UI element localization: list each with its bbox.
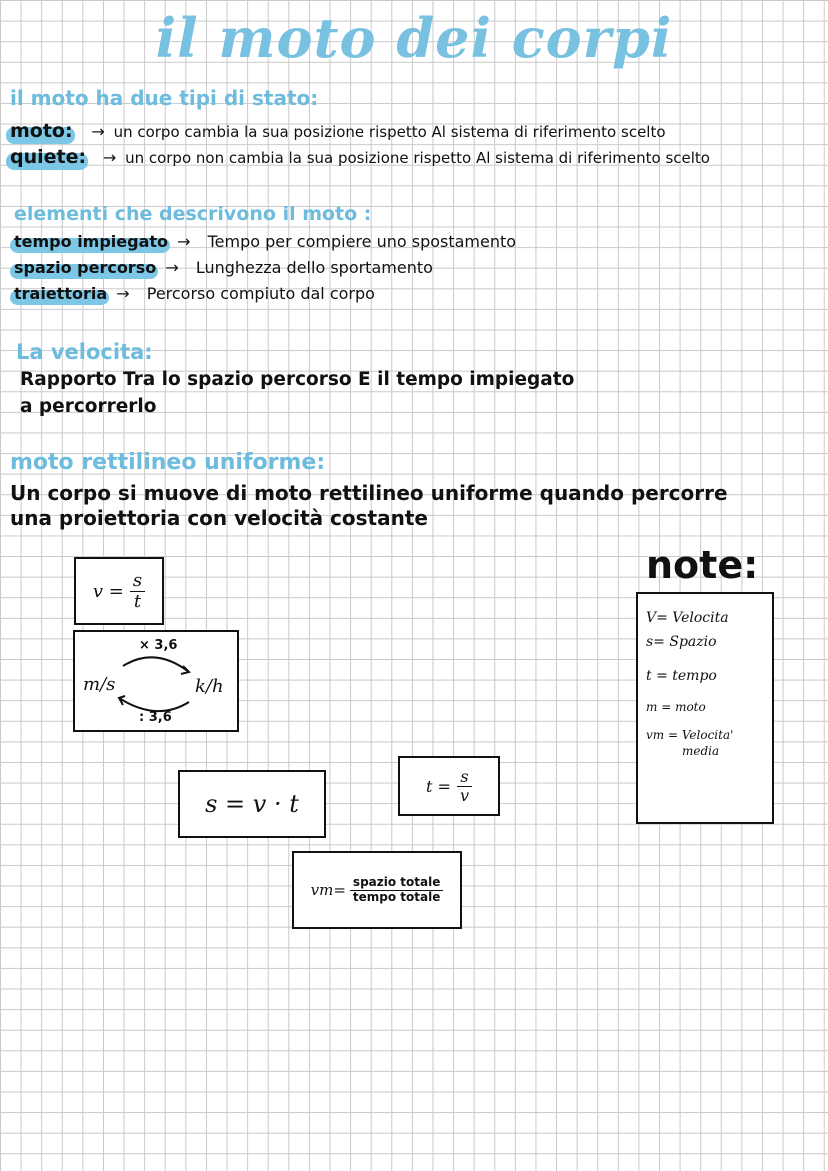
note-item: V= Velocita xyxy=(646,610,729,626)
definition-text: Lunghezza dello sportamento xyxy=(195,258,433,277)
formula-velocity-lhs: v = xyxy=(92,580,124,602)
conversion-divide-label: : 3,6 xyxy=(139,710,172,725)
note-heading: note: xyxy=(646,543,759,587)
term-traiettoria: traiettoria xyxy=(14,284,108,303)
arrow-icon: → xyxy=(91,122,105,141)
note-item-sub: media xyxy=(682,744,720,758)
term-tempo-impiegato: tempo impiegato xyxy=(14,232,169,251)
arrow-icon: → xyxy=(102,148,117,167)
note-item: m = moto xyxy=(646,700,706,714)
formula-velocity-box xyxy=(74,557,164,625)
section-heading-velocita: La velocita: xyxy=(16,340,153,364)
unit-conversion-box xyxy=(73,630,239,732)
definition-text: un corpo non cambia la sua posizione rispetto Al sistema di riferimento scelto xyxy=(125,149,710,167)
section-heading-states: il moto ha due tipi di stato: xyxy=(10,86,319,110)
conversion-arrows-icon xyxy=(75,632,237,730)
definition-text: Percorso compiuto dal corpo xyxy=(146,284,375,303)
page-title: il moto dei corpi xyxy=(155,6,673,70)
arrow-icon: → xyxy=(116,284,130,303)
note-item: vm = Velocita' xyxy=(646,728,734,742)
conversion-multiply-label: × 3,6 xyxy=(139,638,178,653)
fraction-denominator: v xyxy=(459,785,469,805)
term-spazio-percorso: spazio percorso xyxy=(14,258,157,277)
formula-space: s = v · t xyxy=(205,790,299,818)
moto-rettilineo-line2: una proiettoria con velocità costante xyxy=(10,506,428,530)
definition-text: Tempo per compiere uno spostamento xyxy=(207,232,517,251)
velocita-definition-line1: Rapporto Tra lo spazio percorso E il tempo impiegato xyxy=(20,369,575,390)
arrow-icon: → xyxy=(165,258,179,277)
formula-time-lhs: t = xyxy=(426,776,451,796)
formula-space-box xyxy=(178,770,326,838)
element-row-traiettoria xyxy=(14,284,375,303)
unit-kh-label: k/h xyxy=(195,676,224,697)
note-item: t = tempo xyxy=(646,668,717,684)
section-heading-elements: elementi che descrivono il moto : xyxy=(14,203,372,225)
term-quiete: quiete: xyxy=(10,146,87,168)
formula-velocity-fraction xyxy=(130,571,145,612)
formula-time-box xyxy=(398,756,500,816)
element-row-spazio xyxy=(14,258,433,277)
section-heading-moto-rettilineo: moto rettilineo uniforme: xyxy=(10,450,326,475)
note-item: s= Spazio xyxy=(646,634,717,650)
fraction-numerator: s xyxy=(457,768,471,787)
unit-ms-label: m/s xyxy=(83,674,116,695)
formula-average-velocity-box xyxy=(292,851,462,929)
fraction-numerator: s xyxy=(130,571,145,592)
formula-time-fraction xyxy=(457,768,472,804)
term-moto: moto: xyxy=(10,120,73,142)
moto-rettilineo-line1: Un corpo si muove di moto rettilineo uniforme quando percorre xyxy=(10,481,728,505)
element-row-tempo xyxy=(14,232,516,251)
state-row-moto xyxy=(10,120,666,142)
arrow-icon: → xyxy=(177,232,191,251)
formula-average-velocity-fraction xyxy=(350,876,443,903)
fraction-denominator: t xyxy=(133,590,142,612)
note-box xyxy=(636,592,774,824)
fraction-denominator: tempo totale xyxy=(352,889,441,904)
definition-text: un corpo cambia la sua posizione rispetto Al sistema di riferimento scelto xyxy=(113,123,666,141)
state-row-quiete xyxy=(10,146,710,168)
velocita-definition-line2: a percorrerlo xyxy=(20,396,157,417)
fraction-numerator: spazio totale xyxy=(350,876,443,890)
formula-average-velocity-lhs: vm= xyxy=(310,881,346,899)
